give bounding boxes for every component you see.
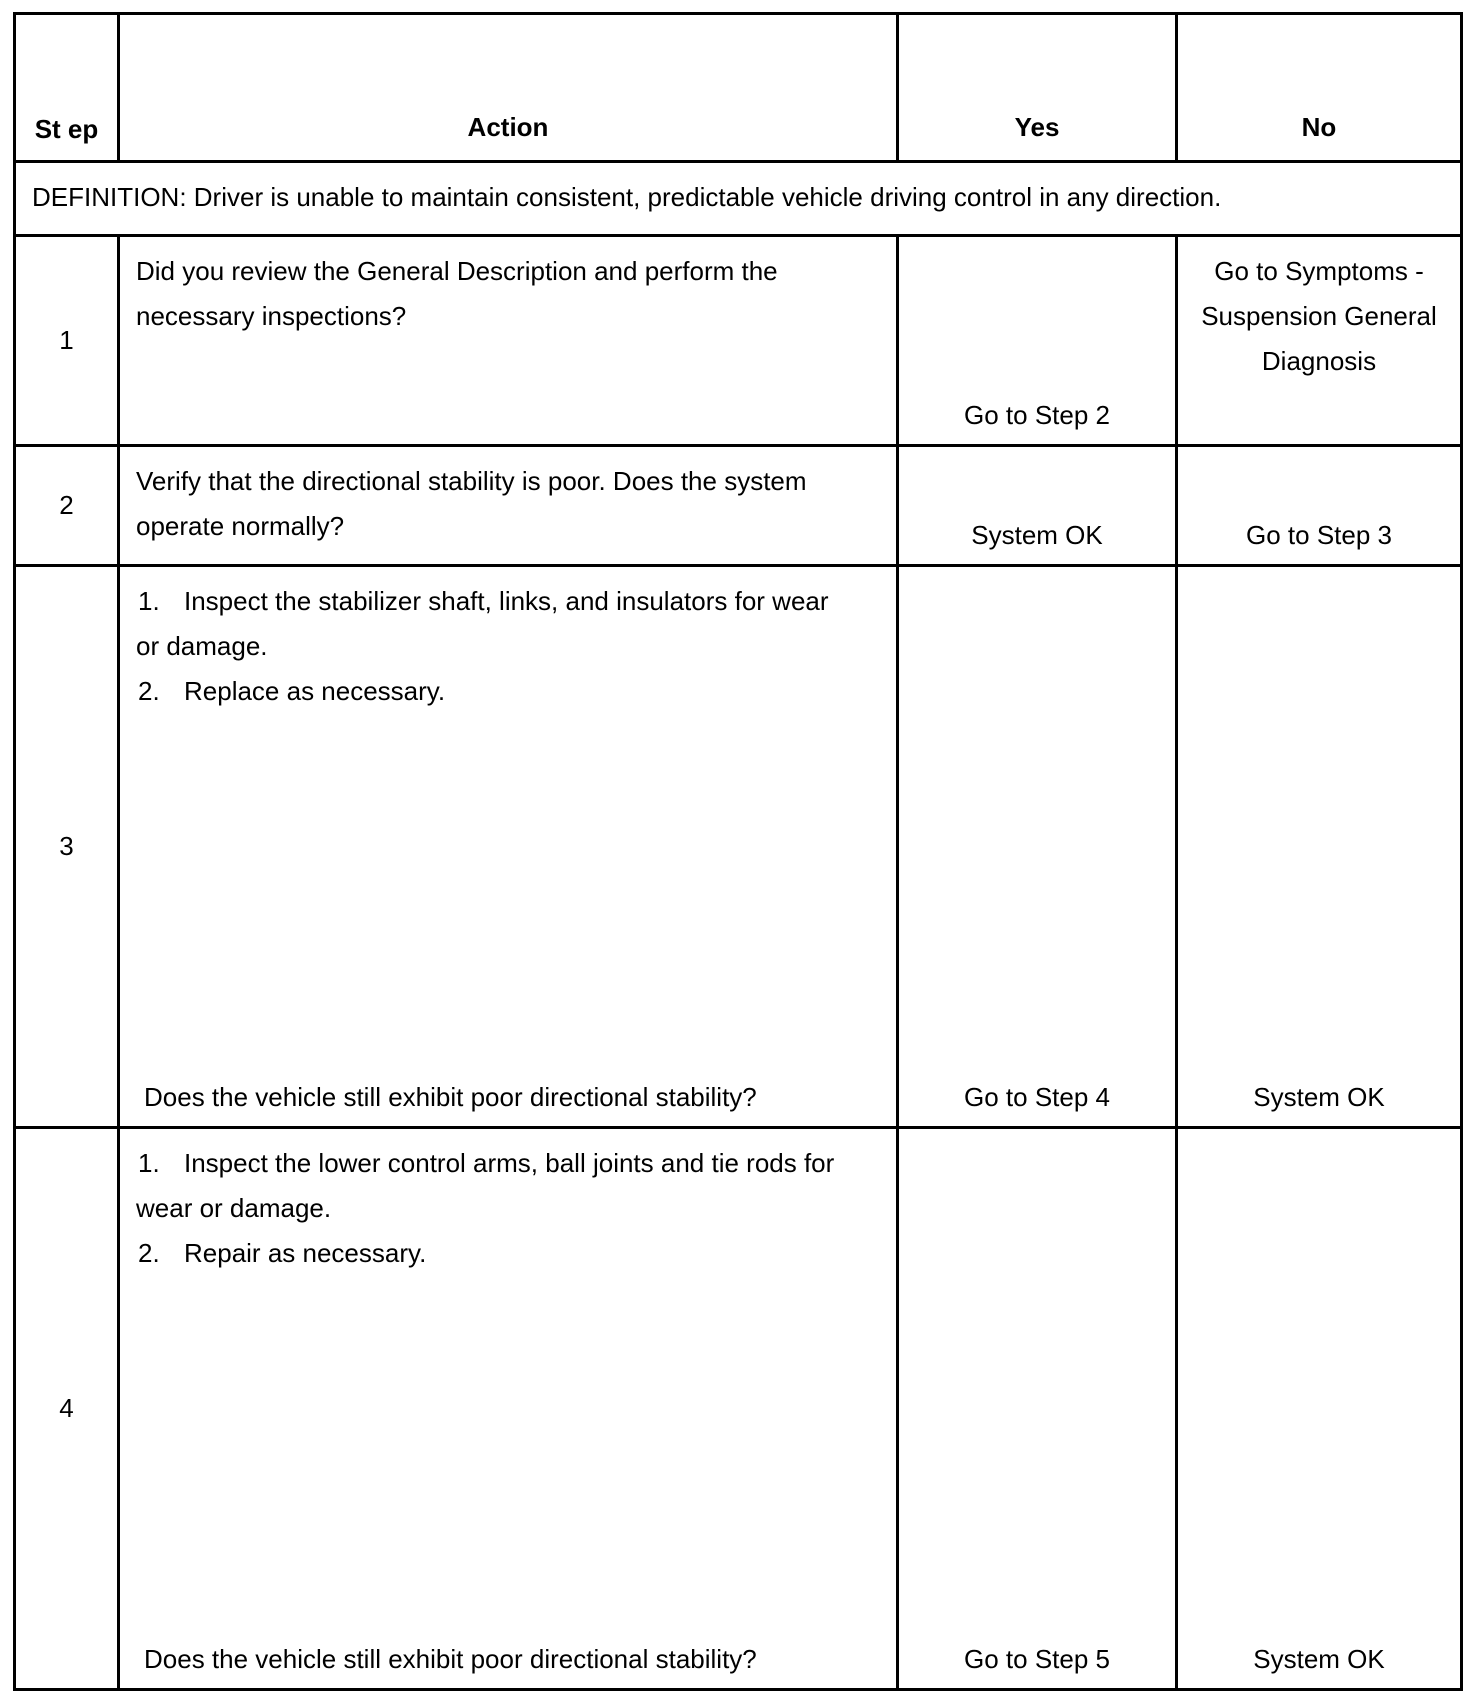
step-number: 1 — [15, 236, 119, 446]
definition-text: DEFINITION: Driver is unable to maintain consistent, predictable vehicle driving control in any direction. — [15, 162, 1462, 236]
step-number: 4 — [15, 1128, 119, 1690]
yes-cell — [898, 236, 1177, 446]
action-steps-list — [136, 1141, 856, 1276]
yes-cell — [898, 446, 1177, 566]
yes-result: Go to Step 4 — [964, 1082, 1110, 1112]
action-cell — [119, 566, 898, 1128]
action-text: Verify that the directional stability is poor. Does the system operate normally? — [136, 466, 807, 541]
table-row — [15, 566, 1462, 1128]
action-text: Did you review the General Description and perform the necessary inspections? — [136, 256, 778, 331]
header-no: No — [1177, 14, 1462, 162]
action-cell — [119, 236, 898, 446]
step-number: 3 — [15, 566, 119, 1128]
yes-result: System OK — [971, 520, 1103, 550]
action-question: Does the vehicle still exhibit poor directional stability? — [144, 1644, 757, 1674]
action-question: Does the vehicle still exhibit poor directional stability? — [144, 1082, 757, 1112]
action-cell — [119, 1128, 898, 1690]
no-result: System OK — [1253, 1644, 1385, 1674]
no-cell — [1177, 566, 1462, 1128]
no-result: Go to Symptoms - Suspension General Diagnosis — [1201, 256, 1437, 376]
list-item: 2. Replace as necessary. — [138, 676, 446, 706]
step-number: 2 — [15, 446, 119, 566]
action-steps-list — [136, 579, 856, 714]
yes-result: Go to Step 2 — [964, 400, 1110, 430]
definition-row — [15, 162, 1462, 236]
yes-result: Go to Step 5 — [964, 1644, 1110, 1674]
no-result: System OK — [1253, 1082, 1385, 1112]
table-row — [15, 236, 1462, 446]
header-yes: Yes — [898, 14, 1177, 162]
list-item: 1. Inspect the lower control arms, ball joints and tie rods for wear or damage. — [136, 1148, 835, 1223]
no-cell — [1177, 1128, 1462, 1690]
list-item: 2. Repair as necessary. — [138, 1238, 427, 1268]
header-row — [15, 14, 1462, 162]
table-row — [15, 1128, 1462, 1690]
no-cell — [1177, 236, 1462, 446]
no-cell — [1177, 446, 1462, 566]
no-result: Go to Step 3 — [1246, 520, 1392, 550]
diagnostic-table — [13, 12, 1463, 1691]
yes-cell — [898, 566, 1177, 1128]
table-row — [15, 446, 1462, 566]
action-cell — [119, 446, 898, 566]
header-step: St ep — [15, 14, 119, 162]
header-action: Action — [119, 14, 898, 162]
list-item: 1. Inspect the stabilizer shaft, links, and insulators for wear or damage. — [136, 586, 829, 661]
yes-cell — [898, 1128, 1177, 1690]
